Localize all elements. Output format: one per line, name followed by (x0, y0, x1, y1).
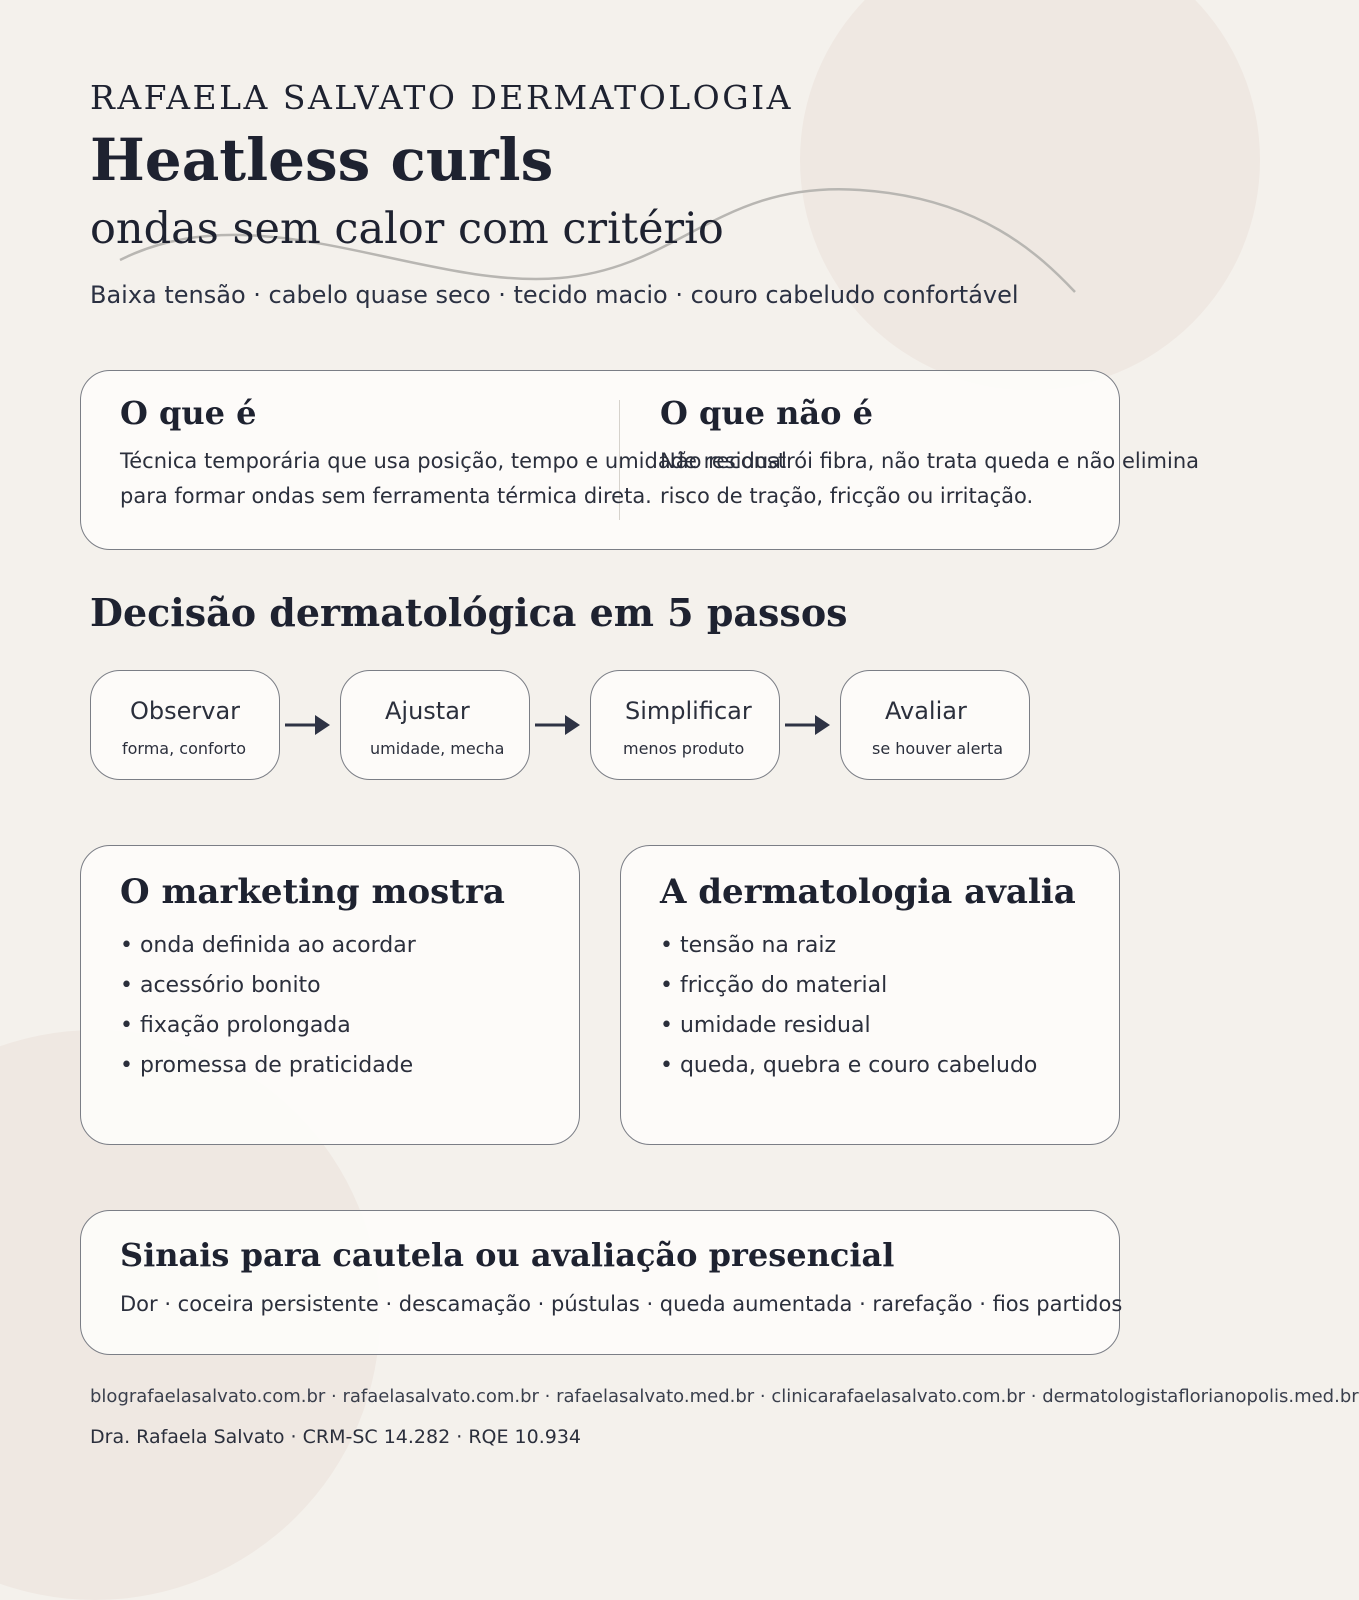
warning-signs-card (80, 1210, 1123, 1355)
what-it-is-not-text-line-2: risco de tração, fricção ou irritação. (660, 484, 1034, 508)
footer-website-links: blografaelasalvato.com.br · rafaelasalvato.com.br · rafaelasalvato.med.br · clinicarafaelasalvato.com.br · dermatologistaflorianopolis.med.br (90, 1386, 1359, 1407)
step-card-avaliar (840, 670, 1030, 780)
step-card-ajustar (340, 670, 530, 780)
list-item: • acessório bonito (120, 973, 321, 998)
step-label: Simplificar (625, 697, 752, 725)
list-item: • onda definida ao acordar (120, 933, 416, 958)
step-sublabel: forma, conforto (122, 739, 247, 758)
arrow-right-icon (535, 714, 581, 736)
marketing-heading: O marketing mostra (120, 872, 505, 912)
what-it-is-not-text-line-1: Não reconstrói fibra, não trata queda e não elimina (660, 449, 1200, 473)
tagline: Baixa tensão · cabelo quase seco · tecido macio · couro cabeludo confortável (90, 281, 1019, 309)
list-item: • queda, quebra e couro cabeludo (660, 1053, 1038, 1078)
page-title: Heatless curls (90, 126, 554, 194)
steps-section-title: Decisão dermatológica em 5 passos (90, 590, 848, 635)
step-sublabel: menos produto (623, 739, 745, 758)
step-label: Observar (130, 697, 241, 725)
list-item: • tensão na raiz (660, 933, 837, 958)
brand-name: RAFAELA SALVATO DERMATOLOGIA (90, 78, 793, 117)
step-card-observar (90, 670, 280, 780)
step-sublabel: se houver alerta (872, 739, 1004, 758)
what-it-is-not-heading: O que não é (660, 394, 873, 432)
step-card-simplificar (590, 670, 780, 780)
footer-doctor-credit: Dra. Rafaela Salvato · CRM-SC 14.282 · RQE 10.934 (90, 1426, 582, 1448)
list-item: • umidade residual (660, 1013, 871, 1038)
arrow-right-icon (785, 714, 831, 736)
step-label: Ajustar (385, 697, 470, 725)
warning-signs-text: Dor · coceira persistente · descamação · pústulas · queda aumentada · rarefação · fios partidos (120, 1292, 1123, 1316)
what-it-is-heading: O que é (120, 394, 257, 432)
arrow-right-icon (285, 714, 331, 736)
dermatology-heading: A dermatologia avalia (660, 872, 1076, 912)
step-sublabel: umidade, mecha (370, 739, 505, 758)
warning-signs-heading: Sinais para cautela ou avaliação presencial (120, 1236, 895, 1274)
step-label: Avaliar (885, 697, 967, 725)
what-it-is-text-line-2: para formar ondas sem ferramenta térmica direta. (120, 484, 652, 508)
page-subtitle: ondas sem calor com critério (90, 204, 724, 254)
list-item: • fricção do material (660, 973, 888, 998)
what-it-is-text-line-1: Técnica temporária que usa posição, tempo e umidade residual (120, 449, 787, 473)
list-item: • promessa de praticidade (120, 1053, 414, 1078)
list-item: • fixação prolongada (120, 1013, 351, 1038)
